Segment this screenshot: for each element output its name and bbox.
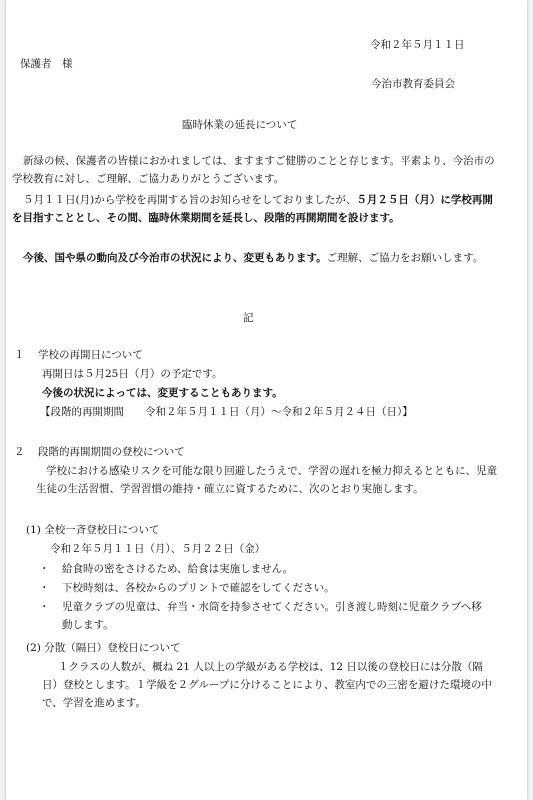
intro-paragraph-2-emphasis: ５月２５日（月）に学校再開を目指すこととし、その間、臨時休業期間を延長し、段階的再開期間を設けます。 — [12, 194, 493, 224]
section-2-title: 段階的再開期間の登校について — [38, 446, 185, 458]
subsection-1-dates: 令和２年５月１１日（月）、５月２２日（金） — [50, 543, 266, 555]
section-1-number: １ — [14, 349, 25, 361]
intro-paragraph-3 — [12, 249, 496, 267]
bullet-icon: ・ — [39, 582, 50, 594]
intro-paragraph-3-emphasis: 今後、国や県の動向及び今治市の状況により、変更もあります。 — [23, 252, 327, 264]
section-1-title: 学校の再開日について — [38, 349, 143, 361]
section-2-number: ２ — [14, 446, 25, 458]
subsection-1-title: (1) 全校一斉登校日について — [26, 524, 160, 536]
ki-heading: 記 — [243, 312, 254, 324]
sender-line: 今治市教育委員会 — [371, 78, 455, 90]
intro-paragraph-1: 新緑の候、保護者の皆様におかれましては、ますますご健勝のことと存じます。平素より、今治市の学校教育に対し、ご理解、ご協力ありがとうございます。 — [12, 155, 495, 185]
bullet-item-lunch: 給食時の密をさけるため、給食は実施しません。 — [62, 563, 294, 575]
intro-paragraph-2 — [12, 191, 496, 227]
section-1-change-notice: 今後の状況によっては、変更することもあります。 — [42, 387, 283, 399]
section-2-body: 学校における感染リスクを可能な限り回避したうえで、学習の遅れを極力抑えるとともに、児童生徒の生活習慣、学習習慣の維持・確立に資するために、次のとおり実施します。 — [36, 465, 498, 495]
intro-paragraph-2-text: ５月１１日(月)から学校を再開する旨のお知らせをしておりましたが、 — [23, 194, 357, 206]
bullet-icon: ・ — [39, 601, 50, 613]
intro-paragraph-3-text: ご理解、ご協力をお願いします。 — [326, 252, 484, 264]
subsection-2-body: １クラスの人数が、概ね 21 人以上の学級がある学校は、12 日以後の登校日には分散（隔日）登校とします。１学級を２グループに分けることにより、教室内での三密を避けた環境の中で、学習を進めます。 — [42, 661, 492, 709]
section-1-period: 【段階的再開期間 令和２年５月１１日（月）～令和２年５月２４日（日）】 — [40, 406, 413, 418]
section-1-reopen-date: 再開日は５月25日（月）の予定です。 — [42, 368, 223, 380]
document-title: 臨時休業の延長について — [182, 119, 298, 131]
subsection-2-title: (2) 分散（隔日）登校日について — [26, 642, 181, 654]
notice-page — [6, 0, 527, 800]
issue-date: 令和２年５月１１日 — [370, 39, 465, 51]
bullet-icon: ・ — [39, 563, 50, 575]
bullet-item-dismissal: 下校時刻は、各校からのプリントで確認をしてください。 — [62, 582, 335, 594]
bullet-item-after-school-club: 児童クラブの児童は、弁当・水筒を持参させてください。引き渡し時刻に児童クラブへ移動します。 — [62, 601, 482, 631]
recipient-line: 保護者 様 — [20, 58, 73, 70]
